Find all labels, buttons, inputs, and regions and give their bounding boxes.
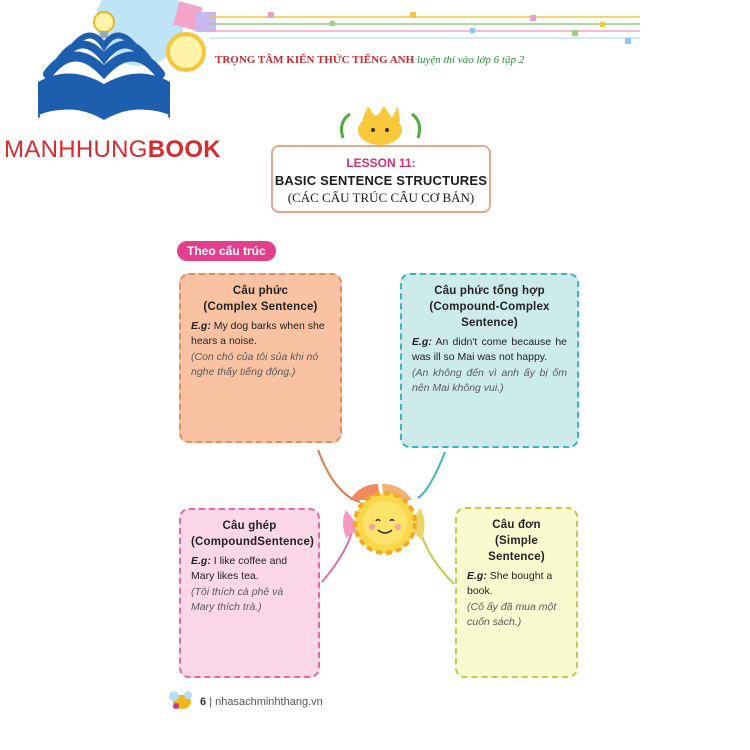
example-text: An didn't come because he was ill so Mai was not happy. (412, 336, 567, 363)
card-title: Câu phức tổng hợp (434, 285, 545, 297)
page-number: 6 (200, 696, 207, 708)
card-translation: (Cô ấy đã mua một cuốn sách.) (467, 601, 557, 628)
header-title-main: TRỌNG TÂM KIẾN THỨC TIẾNG ANH (215, 54, 415, 66)
header-circle-yellow (168, 34, 204, 70)
header-subtitle: luyện thi vào lớp 6 tập 2 (416, 54, 525, 66)
lesson-number: LESSON 11: (346, 156, 416, 170)
card-translation: (An không đến vì anh ấy bị ốm nên Mai không vui.) (412, 367, 567, 394)
brand-part-2: BOOK (147, 136, 221, 163)
header-title (215, 54, 524, 66)
lesson-subtitle: (CÁC CẤU TRÚC CÂU CƠ BẢN) (287, 190, 475, 205)
card-simple-sentence (455, 507, 578, 678)
card-translation: (Tôi thích cà phê và Mary thích trà.) (191, 586, 284, 613)
card-title-en: (Complex Sentence) (203, 301, 318, 313)
eg-label: E.g: (412, 336, 432, 348)
example-text: I like coffee and Mary likes tea. (191, 555, 288, 582)
card-title: Câu phức (232, 285, 289, 297)
lesson-title: BASIC SENTENCE STRUCTURES (274, 173, 488, 188)
card-title-en-2: Sentence) (461, 317, 518, 329)
card-compound-sentence (179, 508, 320, 678)
lesson-title-box (271, 145, 491, 213)
brand-logo-text (4, 136, 221, 164)
card-example (412, 335, 567, 365)
card-title: Câu đơn (492, 519, 541, 531)
brand-part-1: MANHHUNG (4, 136, 148, 163)
card-title-en: (CompoundSentence) (191, 536, 315, 548)
eg-label: E.g: (191, 320, 211, 332)
example-text: She bought a book. (467, 570, 553, 597)
eg-label: E.g: (191, 555, 211, 567)
page-footer (200, 696, 323, 708)
footer-divider: | (209, 696, 216, 708)
example-text: My dog barks when she hears a noise. (191, 320, 325, 347)
footer-site: nhasachminhthang.vn (215, 696, 323, 708)
card-example (191, 319, 330, 349)
bee-icon (169, 691, 192, 709)
eg-label: E.g: (467, 570, 487, 582)
card-translation: (Con chó của tôi sủa khi nó nghe thấy tiếng động.) (191, 351, 319, 378)
sun-mascot-icon (342, 106, 420, 145)
card-example (191, 554, 308, 584)
card-complex-sentence (179, 273, 342, 443)
header-square-lavender (196, 12, 216, 32)
section-pill: Theo cấu trúc (177, 241, 276, 261)
card-title: Câu ghép (222, 520, 277, 532)
card-title-en: (Compound-Complex (429, 301, 550, 313)
center-sun-icon (343, 484, 425, 553)
card-title-en: (Simple Sentence) (488, 535, 545, 563)
card-example (467, 569, 566, 599)
card-compound-complex-sentence (400, 273, 579, 448)
